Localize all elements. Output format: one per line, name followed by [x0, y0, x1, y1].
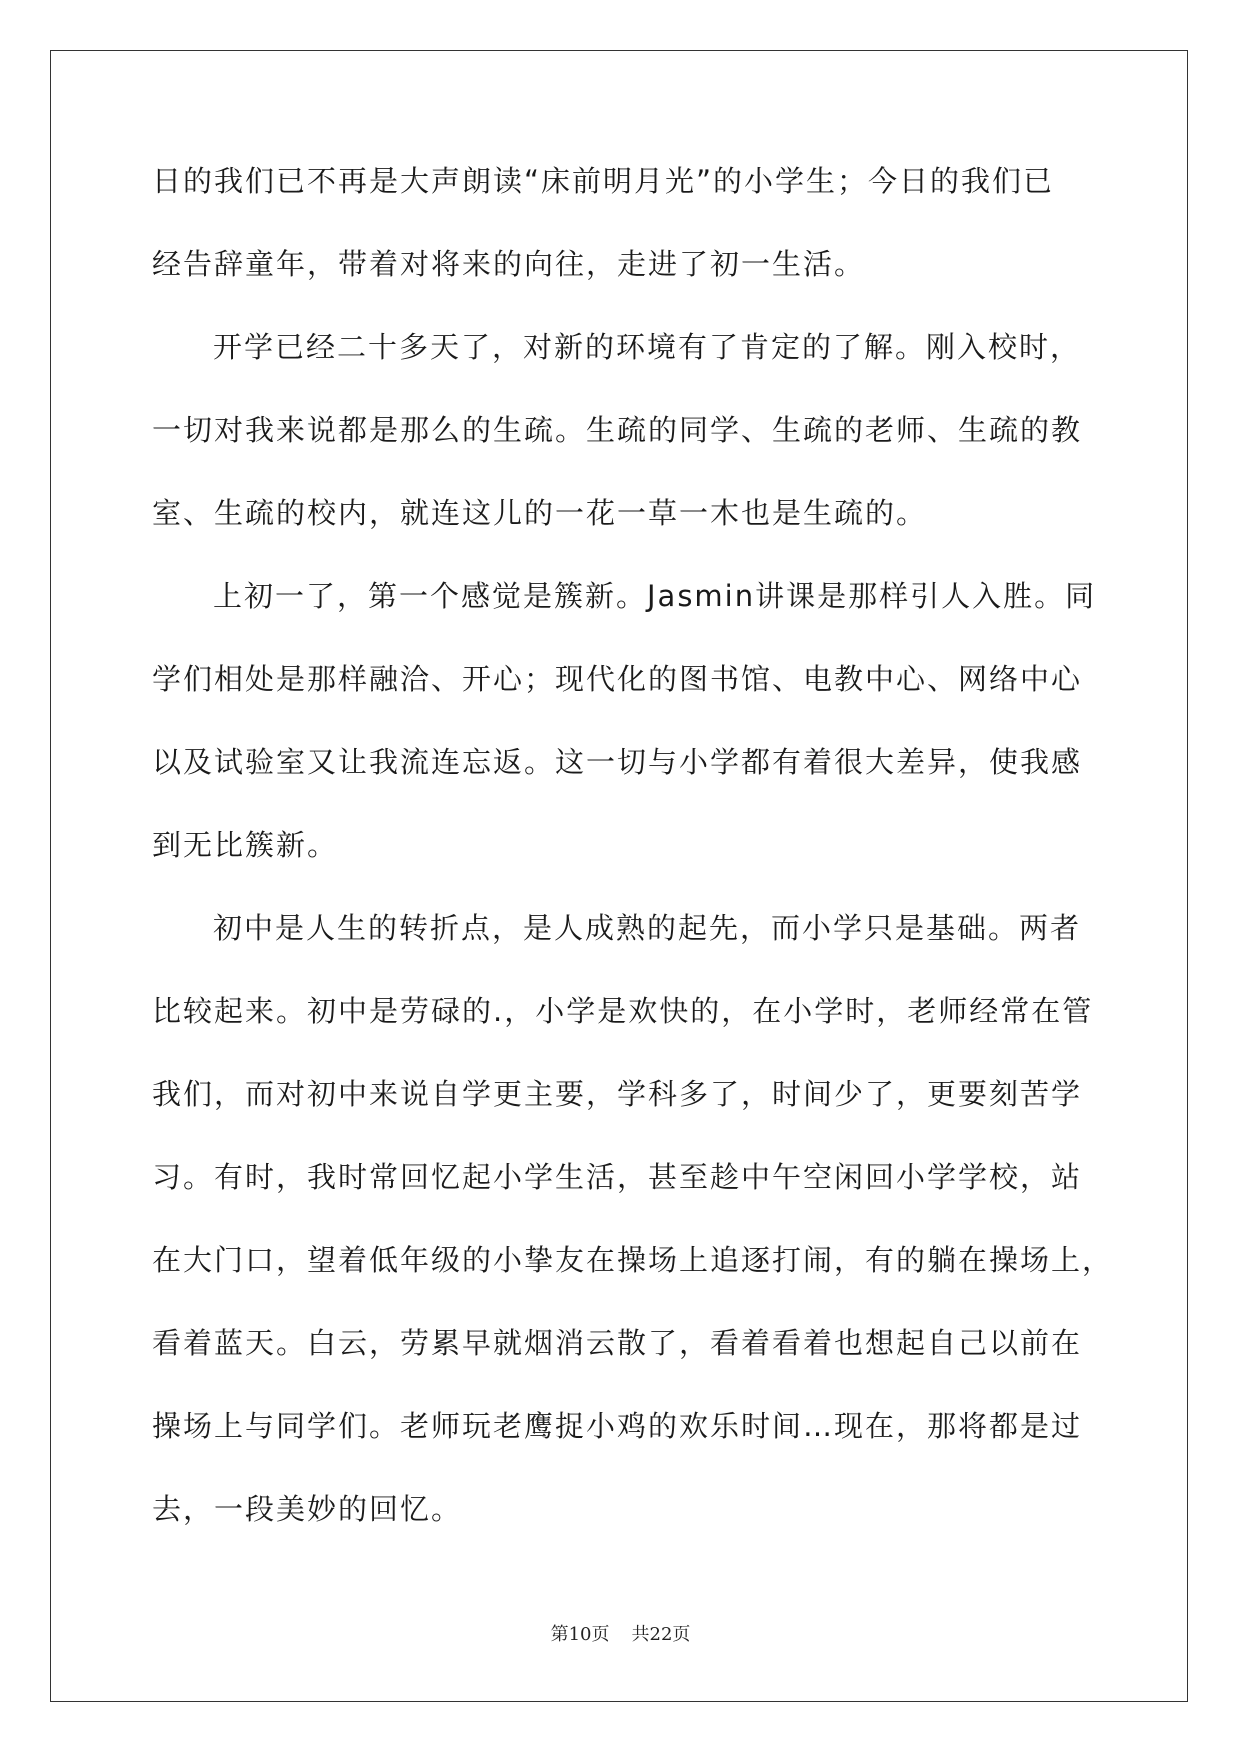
text-line: 我们，而对初中来说自学更主要，学科多了，时间少了，更要刻苦学 [152, 1077, 1083, 1111]
paragraph-start-line: 上初一了，第一个感觉是簇新。Jasmin讲课是那样引人入胜。同 [213, 579, 1097, 613]
text-line: 操场上与同学们。老师玩老鹰捉小鸡的欢乐时间…现在，那将都是过 [152, 1409, 1083, 1443]
paragraph-start-line: 初中是人生的转折点，是人成熟的起先，而小学只是基础。两者 [213, 911, 1082, 945]
text-line: 习。有时，我时常回忆起小学生活，甚至趁中午空闲回小学学校，站 [152, 1160, 1083, 1194]
total-page-count: 共22页 [631, 1624, 691, 1645]
text-line: 在大门口，望着低年级的小挚友在操场上追逐打闹，有的躺在操场上， [152, 1243, 1114, 1277]
text-line: 学们相处是那样融洽、开心；现代化的图书馆、电教中心、网络中心 [152, 662, 1083, 696]
text-line: 去，一段美妙的回忆。 [152, 1492, 463, 1526]
text-line: 以及试验室又让我流连忘返。这一切与小学都有着很大差异，使我感 [152, 745, 1083, 779]
document-body [152, 160, 1114, 1571]
text-line: 一切对我来说都是那么的生疏。生疏的同学、生疏的老师、生疏的教 [152, 413, 1083, 447]
text-line: 到无比簇新。 [152, 828, 339, 862]
text-line: 室、生疏的校内，就连这儿的一花一草一木也是生疏的。 [152, 496, 928, 530]
text-line: 比较起来。初中是劳碌的.，小学是欢快的，在小学时，老师经常在管 [152, 994, 1094, 1028]
text-line: 日的我们已不再是大声朗读“床前明月光”的小学生；今日的我们已 [152, 164, 1055, 198]
text-line: 经告辞童年，带着对将来的向往，走进了初一生活。 [152, 247, 866, 281]
text-line: 看着蓝天。白云，劳累早就烟消云散了，看着看着也想起自己以前在 [152, 1326, 1083, 1360]
paragraph-start-line: 开学已经二十多天了，对新的环境有了肯定的了解。刚入校时， [213, 330, 1082, 364]
current-page-number: 第10页 [550, 1624, 610, 1645]
page-footer [0, 1620, 1241, 1646]
